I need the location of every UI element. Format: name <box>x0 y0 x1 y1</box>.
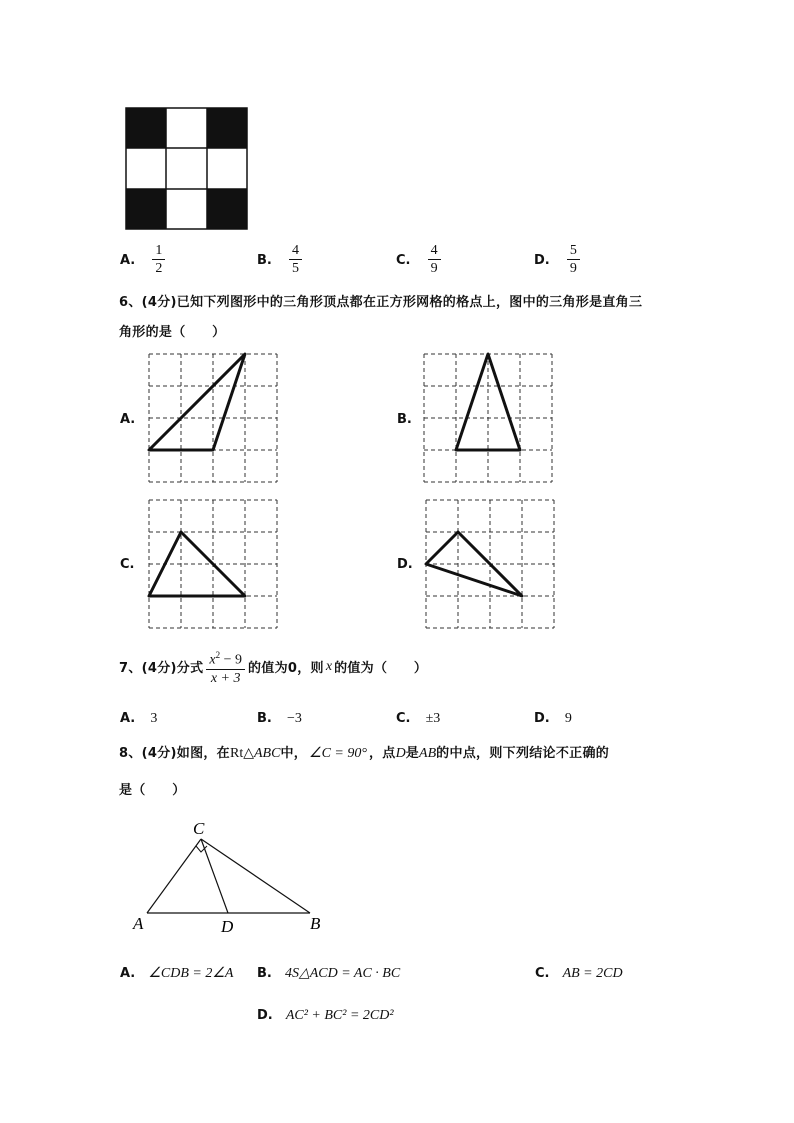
q6-triangle-a <box>149 354 245 450</box>
q6-option-c-label[interactable]: C. <box>120 557 135 572</box>
q8-option-b[interactable]: B. 4S△ACD = AC · BC <box>257 966 401 981</box>
q6-option-b-label[interactable]: B. <box>397 412 412 427</box>
q8-option-c[interactable]: C. AB = 2CD <box>535 966 623 981</box>
q6-option-d-label[interactable]: D. <box>397 557 413 572</box>
q7-option-a[interactable]: A. 3 <box>120 711 158 726</box>
q8-question-line2: 是（ ） <box>119 783 186 798</box>
q7-suffix: 的值为（ ） <box>334 661 428 677</box>
q6-grid-d <box>426 500 554 628</box>
q7-option-c[interactable]: C. ±3 <box>396 711 441 726</box>
option-letter: D. <box>534 253 550 268</box>
option-letter: C. <box>396 253 411 268</box>
q6-question-line1: 6、(4分)已知下列图形中的三角形顶点都在正方形网格的格点上，图中的三角形是直角三 <box>119 295 643 310</box>
q7-option-d[interactable]: D. 9 <box>534 711 572 726</box>
q6-grid-a <box>149 354 277 482</box>
checker-figure <box>125 107 249 231</box>
q5-option-c[interactable]: C. $\frac{4}{9}$ <box>396 242 441 277</box>
vertex-a: A <box>133 914 144 933</box>
vertex-b: B <box>310 914 321 933</box>
q8-question-line1: 8、(4分)如图，在Rt△ABC中， ∠C = 90° ，点D是AB的中点，则下列结论不正确的 <box>119 746 610 761</box>
q8-option-d[interactable]: D. AC² + BC² = 2CD² <box>257 1008 394 1023</box>
q5-option-d[interactable]: D. $\frac{5}{9}$ <box>534 242 580 277</box>
q8-triangle-figure <box>130 815 330 935</box>
q7-option-b[interactable]: B. −3 <box>257 711 302 726</box>
vertex-d: D <box>221 917 234 936</box>
q5-option-b[interactable]: B. $\frac{4}{5}$ <box>257 242 302 277</box>
option-letter: A. <box>120 253 136 268</box>
q7-fraction: $\frac{x^2 - 9}{x + 3}$ <box>206 647 245 687</box>
q6-triangle-c <box>149 532 245 596</box>
q8-option-a[interactable]: A. ∠CDB = 2∠A <box>120 966 234 981</box>
q6-option-a-label[interactable]: A. <box>120 412 136 427</box>
q6-question-line2: 角形的是（ ） <box>119 325 226 340</box>
vertex-c: C <box>193 819 205 838</box>
q5-option-a[interactable]: A. $\frac{1}{2}$ <box>120 242 165 277</box>
q6-grid-c <box>149 500 277 628</box>
q6-grid-b <box>424 354 552 482</box>
q7-var: x <box>325 658 333 674</box>
q7-prefix: 7、(4分)分式 <box>119 661 204 677</box>
option-letter: B. <box>257 253 272 268</box>
q7-question <box>119 647 427 687</box>
q7-mid: 的值为0，则 <box>248 661 324 677</box>
